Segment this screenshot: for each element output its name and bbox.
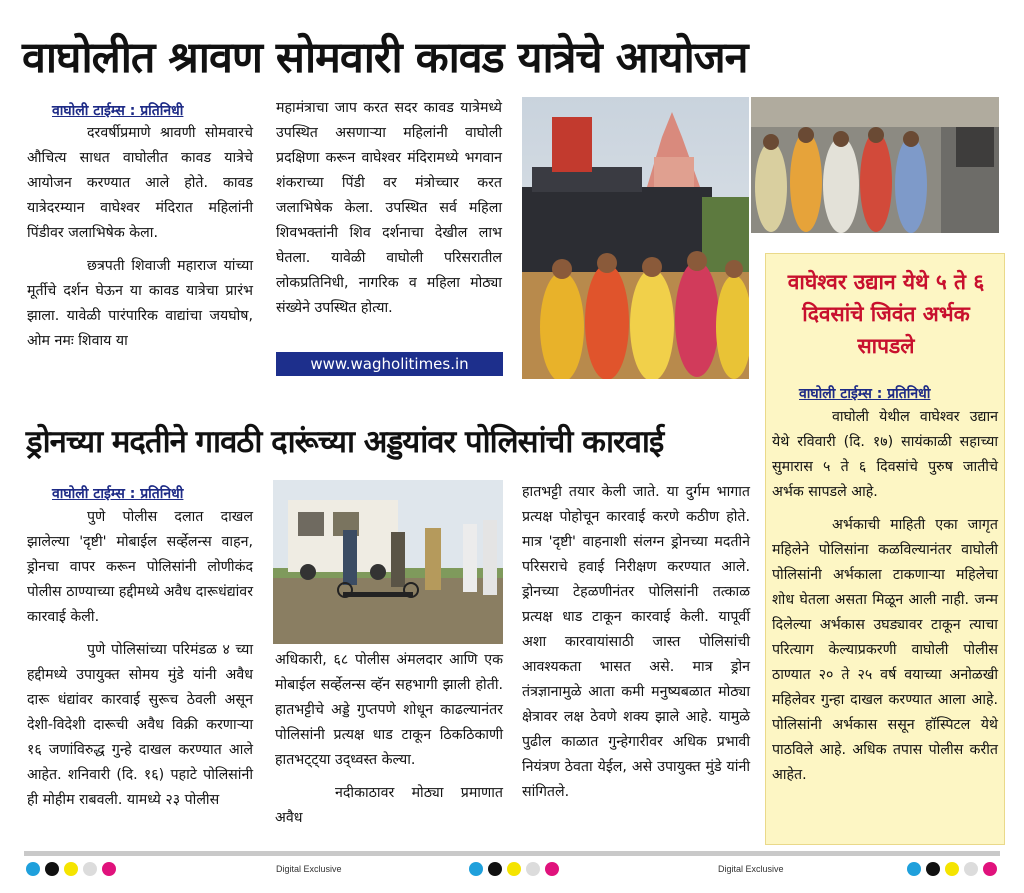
registration-dot <box>926 862 940 876</box>
registration-dot <box>469 862 483 876</box>
footer-rule <box>24 851 1000 856</box>
article-paragraph: महामंत्राचा जाप करत सदर कावड यात्रेमध्ये उपस्थित असणाऱ्या महिलांनी वाघोली प्रदक्षिणा करून वाघेश्वर मंदिरामध्ये भगवान शंकराच्या पिंडी वर मंत्रोच्चार करत जलाभिषेक केला. उपस्थित सर्व महिला शिवभक्तांनी शिव दर्शनाचा देखील लाभ घेतला. यावेळी वाघोली परिसरातील लोकप्रतिनिधी, नागरिक व महिला मोठ्या संख्येने उपस्थित होत्या. <box>276 100 502 316</box>
registration-dot <box>64 862 78 876</box>
article-column-3 <box>522 480 750 805</box>
article-byline: वाघोली टाईम्स : प्रतिनिधी <box>52 486 184 502</box>
article-paragraph: नदीकाठावर मोठ्या प्रमाणात अवैध <box>275 785 503 826</box>
drone-police-photo <box>273 480 503 644</box>
footer-label: Digital Exclusive <box>718 864 784 874</box>
sidebar-paragraph: वाघोली येथील वाघेश्वर उद्यान येथे रविवारी (दि. १७) सायंकाळी सहाच्या सुमारास ५ ते ६ दिवसांचे पुरुष जातीचे अर्भक सापडले आहे. <box>772 409 998 500</box>
registration-dot <box>545 862 559 876</box>
registration-dot <box>507 862 521 876</box>
registration-dot <box>983 862 997 876</box>
registration-dot <box>526 862 540 876</box>
article-headline: ड्रोनच्या मदतीने गावठी दारूंच्या अड्डयांवर पोलिसांची कारवाई <box>26 424 664 460</box>
article-headline: वाघोलीत श्रावण सोमवारी कावड यात्रेचे आयोजन <box>22 33 748 83</box>
article-column-2 <box>275 648 503 831</box>
registration-dot <box>45 862 59 876</box>
registration-marks-right <box>907 862 997 876</box>
article-paragraph: हातभट्टी तयार केली जाते. या दुर्गम भागात प्रत्यक्ष पोहोचून कारवाई करणे कठीण होते. मात्र 'दृष्टी' वाहनाशी संलग्न ड्रोनच्या मदतीने परिसराचे हवाई निरीक्षण करण्यात आले. ड्रोनच्या टेहळणीनंतर पोलिसांनी तत्काळ प्रत्यक्ष धाड टाकून कारवाई केली. यापूर्वी अशा कारवायांसाठी जास्त पोलिसांची आवश्यकता भासत असे. मात्र ड्रोन तंत्रज्ञानामुळे आता कमी मनुष्यबळात मोठ्या क्षेत्रावर लक्ष ठेवणे शक्य झाले आहे. यामुळे पुढील काळात गुन्हेगारीवर अधिक प्रभावी नियंत्रण ठेवता येईल, असे उपायुक्त मुंडे यांनी सांगितले. <box>522 484 750 800</box>
registration-dot <box>907 862 921 876</box>
article-paragraph: छत्रपती शिवाजी महाराज यांच्या मूर्तीचे दर्शन घेऊन या कावड यात्रेचा प्रारंभ झाला. यावेळी पारंपारिक वाद्यांचा जयघोष, ओम नमः शिवाय या <box>27 258 253 349</box>
article-byline: वाघोली टाईम्स : प्रतिनिधी <box>52 103 184 119</box>
sidebar-headline: वाघेश्वर उद्यान येथे ५ ते ६ दिवसांचे जिवंत अर्भक सापडले <box>787 270 985 358</box>
sidebar-paragraph: अर्भकाची माहिती एका जागृत महिलेने पोलिसांना कळविल्यानंतर वाघोली पोलिसांनी अर्भकाला टाकणाऱ्या महिलेचा शोध घेतला असता मिळून आली नाही. जन्म दिलेल्या अर्भकास उघड्यावर टाकून त्याचा परित्याग केल्याप्रकरणी वाघोली पोलीस ठाण्यात २० ते २५ वर्ष वयाच्या अनोळखी महिलेवर गुन्हा दाखल करण्यात आला आहे. पोलिसांनी अर्भकास ससून हॉस्पिटल येथे पाठविले आहे. अधिक तपास पोलीस करीत आहेत. <box>772 517 998 783</box>
article-column-1 <box>27 505 253 813</box>
article-column-2 <box>276 96 502 321</box>
temple-procession-photo <box>522 97 749 379</box>
article-paragraph: पुणे पोलीस दलात दाखल झालेल्या 'दृष्टी' मोबाईल सर्व्हेलन्स वाहन, ड्रोनचा वापर करून पोलिसांनी लोणीकंद पोलीस ठाण्याच्या हद्दीमध्ये अवैध दारूधंद्यांवर कारवाई केली. <box>27 509 253 625</box>
article-paragraph: अधिकारी, ६८ पोलीस अंमलदार आणि एक मोबाईल सर्व्हेलन्स व्हॅन सहभागी झाली होती. हातभट्टीचे अड्डे गुप्तपणे शोधून काढल्यानंतर पोलिसांनी प्रत्यक्ष धाड टाकून ठिकठिकाणी हातभट्ट्या उद्ध्वस्त केल्या. <box>275 652 503 768</box>
registration-marks-center <box>469 862 559 876</box>
article-column-1 <box>27 121 253 354</box>
article-paragraph: दरवर्षीप्रमाणे श्रावणी सोमवारचे औचित्य साधत वाघोलीत कावड यात्रेचे आयोजन करण्यात आले होते. कावड यात्रेदरम्यान वाघेश्वर मंदिरात महिलांनी पिंडीवर जलाभिषेक केला. <box>27 125 253 241</box>
registration-marks-left <box>26 862 116 876</box>
footer-label: Digital Exclusive <box>276 864 342 874</box>
registration-dot <box>102 862 116 876</box>
women-procession-photo <box>751 97 999 233</box>
sidebar-byline: वाघोली टाईम्स : प्रतिनिधी <box>799 386 931 402</box>
registration-dot <box>26 862 40 876</box>
website-banner: www.wagholitimes.in <box>276 352 503 376</box>
registration-dot <box>488 862 502 876</box>
registration-dot <box>945 862 959 876</box>
registration-dot <box>964 862 978 876</box>
sidebar-column <box>772 405 998 788</box>
registration-dot <box>83 862 97 876</box>
article-paragraph: पुणे पोलिसांच्या परिमंडळ ४ च्या हद्दीमध्ये उपायुक्त सोमय मुंडे यांनी अवैध दारू धंद्यांवर कारवाई सुरूच ठेवली असून देशी-विदेशी दारूची अवैध विक्री करणाऱ्या १६ जणांविरुद्ध गुन्हे दाखल करण्यात आले आहेत. शनिवारी (दि. १६) पहाटे पोलिसांनी ही मोहीम राबवली. यामध्ये २३ पोलीस <box>27 642 253 808</box>
